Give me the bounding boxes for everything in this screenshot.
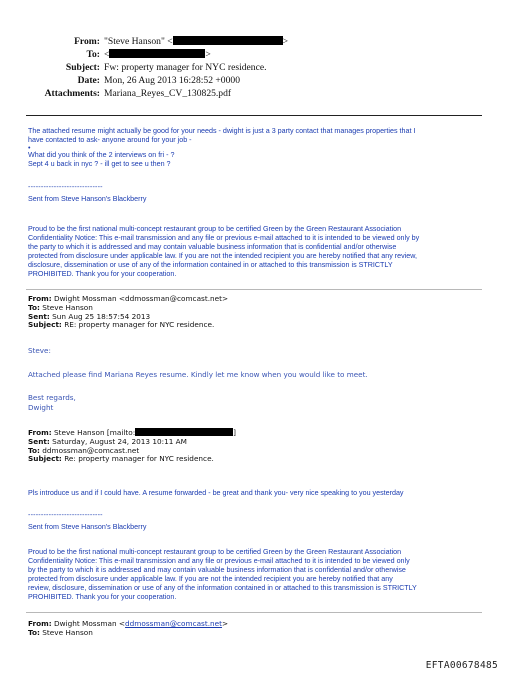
subject-label: Subject:	[28, 454, 62, 464]
sent-label: Sent:	[28, 436, 50, 446]
notice-line: Confidentiality Notice: This e-mail transmission and any file or previous e-mail attached to it is intended to be viewed only	[28, 557, 410, 565]
header-from-end: >	[282, 36, 289, 47]
header-date-value: Mon, 26 Aug 2013 16:28:52 +0000	[104, 75, 240, 86]
notice-line: PROHIBITED. Thank you for your cooperation.	[28, 593, 177, 601]
message-3-signature	[28, 511, 480, 532]
message-1-body	[28, 127, 480, 169]
subject-value: Re: property manager for NYC residence.	[64, 454, 214, 464]
to-label: To:	[28, 627, 40, 637]
header-to-value: <	[104, 49, 110, 60]
body-line: have contacted to ask- anyone around for your job -	[28, 136, 192, 144]
redaction-bar	[109, 49, 205, 58]
message-2-header	[28, 295, 480, 330]
from-label: From:	[28, 428, 52, 437]
message-2-name: Dwight	[28, 403, 54, 412]
header-to-end: >	[205, 49, 211, 60]
subject-value: RE: property manager for NYC residence.	[64, 320, 215, 330]
signature-text: Sent from Steve Hanson's Blackberry	[28, 523, 147, 531]
bates-stamp: EFTA00678485	[425, 660, 498, 671]
body-line: The attached resume might actually be good for your needs - dwight is just a 3 party contact that manages properties that I	[28, 127, 416, 135]
message-1-notice	[28, 225, 480, 279]
sent-label: Sent:	[28, 311, 50, 321]
message-3-header	[28, 428, 480, 464]
message-divider	[26, 612, 482, 613]
to-label: To:	[28, 302, 40, 312]
notice-line: Confidentiality Notice: This e-mail transmission and any file or previous e-mail attached to it is intended to be viewed only by	[28, 234, 420, 242]
signature-text: Sent from Steve Hanson's Blackberry	[28, 195, 147, 203]
from-name: Dwight Mossman <	[53, 619, 126, 628]
from-label: From:	[28, 294, 52, 303]
header-to-label: To:	[86, 49, 100, 60]
notice-line: PROHIBITED. Thank you for your cooperation.	[28, 270, 177, 278]
header-from-value: "Steve Hanson" <	[104, 36, 173, 47]
redaction-bar	[173, 36, 283, 45]
message-2-closing: Best regards,	[28, 393, 76, 402]
from-label: From:	[28, 619, 52, 628]
from-value: Dwight Mossman <ddmossman@comcast.net>	[53, 294, 229, 303]
notice-line: the party to which it is addressed and may contain valuable business information that is confidential and/or otherwise	[28, 243, 397, 251]
message-divider	[26, 289, 482, 290]
body-line: What did you think of the 2 interviews on fri - ?	[28, 151, 175, 159]
notice-line: disclosure, dissemination or use of any of the information contained in or attached to this transmission is STRICTLY	[28, 261, 393, 269]
body-line: Sept 4 u back in nyc ? - ill get to see u then ?	[28, 160, 171, 168]
message-3-notice	[28, 548, 480, 602]
message-4-header	[28, 620, 480, 638]
notice-line: by the party to which it is addressed and may contain valuable business information that is confidential and/or otherwise	[28, 566, 406, 574]
bullet: •	[28, 144, 31, 152]
notice-line: review, disclosure, dissemination or use of any of the information contained in or attached to this transmission is STRICTLY	[28, 584, 417, 592]
to-value: Steve Hanson	[42, 302, 93, 312]
redaction-bar	[135, 428, 233, 436]
notice-line: protected from disclosure under applicable law. If you are not the intended recipient you are hereby notified that any review,	[28, 252, 417, 260]
from-value: Steve Hanson [mailto:	[53, 428, 136, 437]
to-value: Steve Hanson	[42, 627, 93, 637]
header-date-label: Date:	[77, 75, 100, 86]
to-label: To:	[28, 445, 40, 455]
message-2-greeting: Steve:	[28, 346, 51, 355]
email-link[interactable]: ddmossman@comcast.net	[125, 619, 223, 628]
notice-line: Proud to be the first national multi-concept restaurant group to be certified Green by the Green Restaurant Association	[28, 225, 402, 233]
subject-label: Subject:	[28, 320, 62, 330]
header-attachments-label: Attachments:	[44, 88, 100, 99]
signature-separator: -----------------------------	[28, 183, 103, 191]
signature-separator: -----------------------------	[28, 511, 103, 519]
notice-line: Proud to be the first national multi-concept restaurant group to be certified Green by the Green Restaurant Association	[28, 548, 402, 556]
to-value: ddmossman@comcast.net	[42, 445, 140, 455]
message-2-body: Attached please find Mariana Reyes resume. Kindly let me know when you would like to meet.	[28, 370, 368, 379]
header-divider	[26, 115, 482, 116]
notice-line: protected from disclosure under applicable law. If you are not the intended recipient you are hereby notified that any	[28, 575, 393, 583]
attachment-link[interactable]: Mariana_Reyes_CV_130825.pdf	[104, 88, 232, 99]
body-line: Pls introduce us and if I could have. A resume forwarded - be great and thank you- very nice speaking to you yesterday	[28, 489, 404, 497]
from-end: >	[222, 619, 229, 628]
header-subject-label: Subject:	[65, 62, 100, 73]
from-end: ]	[233, 428, 237, 437]
message-3-body	[28, 489, 480, 498]
sent-value: Saturday, August 24, 2013 10:11 AM	[52, 436, 187, 446]
header-from-label: From:	[74, 36, 100, 47]
message-1-signature	[28, 183, 480, 204]
sent-value: Sun Aug 25 18:57:54 2013	[52, 311, 151, 321]
header-subject-value: Fw: property manager for NYC residence.	[104, 62, 267, 73]
